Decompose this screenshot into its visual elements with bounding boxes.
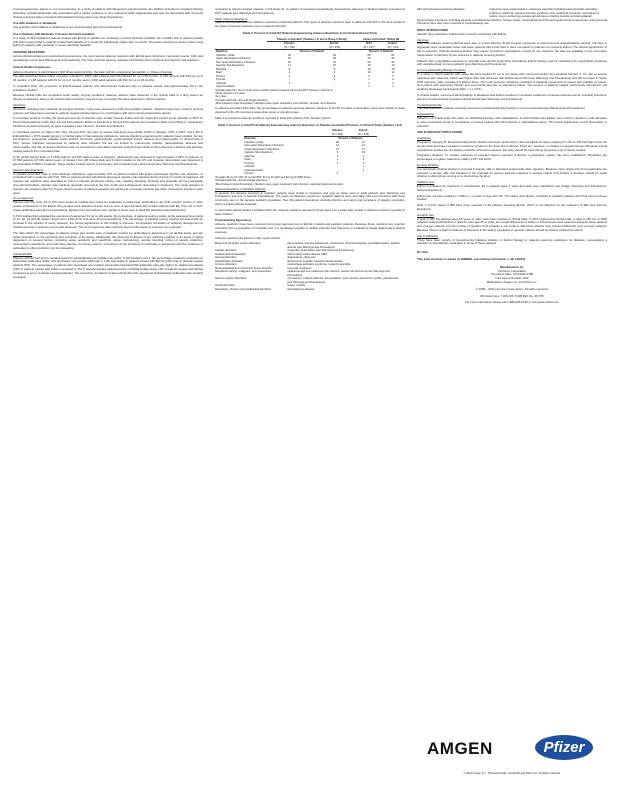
- table-2-cell: 70: [367, 57, 371, 61]
- paragraph-immunogenicity-3: The data reflect the percentage of patients whose test results were considered positive for antibodies to etanercept in an ELISA assay, and are highly dependent on the sensitivity and specificity of the assay. Additionally, the observed incidence of any antibody positivity in an assay is highly dependent on several factors, including assay sensitivity and specificity, assay methodology, sample handling, timing of sample collection, concomitant medications, and underlying disease. For these reasons, comparison of the incidence of antibodies to etanercept with the incidence of antibodies to other products may be misleading.: [13, 230, 203, 251]
- paragraph-pediatric-1: In general, the adverse reactions in pediatric patients were similar in frequency and type as those seen in adult patients [see Warnings and Precautions and Use in Specific Populations]. The types of infections reported in pediatric patients were generally mild and consistent with those commonly seen in the general pediatric population. Two JIA patients developed varicella infection and signs and symptoms of aseptic meningitis, which resolved without sequelae.: [215, 190, 405, 207]
- table-2-cell: 2: [392, 78, 394, 82]
- subheading-sulfasalazine: Sulfasalazine: [417, 112, 435, 117]
- footnote: ᶜAny dose.: [215, 95, 228, 99]
- body-system: General disorders:: [215, 256, 238, 260]
- body-system: Respiratory, thoracic and mediastinal disorders:: [215, 287, 272, 291]
- table-2-row-label: Upper Respiratory Infectionsᵉ: [216, 57, 252, 61]
- footnote: ᶜMost frequent Upper Respiratory Infections were upper respiratory tract infection, nasopharyngitis and sinusitis.: [215, 182, 344, 186]
- table-3-cell: 27: [362, 140, 365, 144]
- table-2-row-label: Injection Site Reactions: [216, 64, 245, 68]
- subheading-pregnancy: Pregnancy: [417, 136, 431, 141]
- heading-specific-populations: USE IN SPECIFIC POPULATIONS: [417, 130, 463, 135]
- paragraph-anakinra: Use of Enbrel with anakinra or abatacept is not recommended [see Drug Interactions].: [13, 25, 123, 30]
- body-system-reactions: congestive heart failure [see Warnings and Precautions]: [287, 249, 354, 253]
- paragraph-clinical-1: The data described below reflect exposure to Enbrel in 2219 adult patients with RA followed for up to 80 months, in 182 patients with PsA for up to 24 months, in 138 patients with AS for up to 6 months, and in 1204 adult patients with PsO for up to 18 months.: [13, 74, 203, 82]
- table-2-cell: 65: [391, 57, 395, 61]
- table-3-cell: 15: [362, 151, 365, 155]
- footnote: ªIncludes 25 mg SC QW, 25 mg SC BIW, 50 mg SC QW, and 50 mg SC BIW doses.: [215, 175, 312, 179]
- subheading-immune-modulating: Immune-Modulating Biologic Products: [417, 68, 466, 73]
- table-2-cell: 15: [287, 60, 291, 64]
- body-system: Hepatobiliary disorders:: [215, 259, 244, 263]
- heading-anakinra: Use with Anakinra or Abatacept: [13, 21, 57, 26]
- table-2-cell: -: [334, 85, 335, 89]
- paragraph-infections-4: In 66 global clinical trials of 17,505 patients (21,015 patient-years of therapy), tuberculosis was observed in approximately 0.02% of patients. In 17,696 patients (27,169 patient-years of therapy) from 38 clinical trials and 4 cohort studies in the US and Canada, tuberculosis was observed in approximately 0.006% of patients. These studies include reports of pulmonary and extrapulmonary tuberculosis [see Warnings and Precautions].: [13, 154, 203, 167]
- paragraph-postmarketing-2: Adverse reactions are listed by body system below:: [215, 235, 281, 240]
- table-3-row-label: Upper Respiratory Infectionsᶜ: [244, 147, 280, 151]
- table-2-cell: 2: [288, 71, 291, 75]
- table-2-pct-label: Percent of Patients: [368, 50, 394, 54]
- column-1: [13, 8, 203, 281]
- table-2-row-label: Urticaria: [216, 81, 227, 85]
- body-system-reactions: autoimmune hepatitis, elevated transaminases: [287, 259, 343, 263]
- table-2-row-label: Infectionᵈ (total): [216, 53, 235, 57]
- brief-summary: This brief summary is based on ENBREL prescribing information v. 48: 12/2011: [417, 256, 526, 261]
- table-2-cell: 30: [287, 57, 291, 61]
- table-2-col-header: Enbrelᶜ: [329, 42, 340, 46]
- paragraph-pediatric-2: In open-label clinical studies of children with JIA, adverse reactions reported in those ages 2 to 4 years were similar to adverse reactions reported in older children.: [215, 207, 405, 216]
- body-system: Musculoskeletal and connective tissue disorders:: [215, 266, 274, 270]
- table-3-cell: 12: [362, 144, 365, 148]
- paragraph-infections-3: In controlled portions of trials in RA, PsA, AS and PsO, the rates of serious infections were similar (0.8% in placebo, 3.5% in MTX, and 1.4% in Enbrel/Enbrel + MTX-treated groups). In clinical trials in rheumatologic indications, serious infections experienced by patients have included, but are not limited to, pneumonia, cellulitis, septic arthritis, bronchitis, gastroenteritis, pyelonephritis, sepsis, abscess and osteomyelitis. In clinical trials in PsO, serious infections experienced by patients have included, but are not limited to, pneumonia, cellulitis, gastroenteritis, abscess and osteomyelitis. The rate of serious infections was not increased in open-label extension trials and was similar to that observed in Enbrel- and placebo-treated patients from controlled trials.: [13, 129, 203, 153]
- table-2-cell: 4: [368, 81, 370, 85]
- table-2-cell: 1: [392, 85, 394, 89]
- body-system-reactions: melanoma and non-melanoma skin cancers, merkel cell carcinoma [see Warnings and Precautions]: [287, 270, 390, 277]
- subheading-clinical: Adverse Reactions in Adult Patients With Rheumatoid Arthritis, Psoriatic Arthritis, Ankylosing Spondylitis, or Plaque Psoriasis: [13, 70, 173, 75]
- paragraph-immune-1: In a study in which patients with active RA were treated for up to 24 weeks with concurrent Enbrel and anakinra therapy, a 7% rate of serious infections was observed, which was higher than that observed with Enbrel alone (0%) [see Warnings and Precautions] and did not result in higher ACR response rates compared to Enbrel alone. The most common infections consisted of bacterial pneumonia (4 cases) and cellulitis (4 cases). One patient with pulmonary fibrosis and pneumonia died due to respiratory failure. Two percent of patients treated concurrently with Enbrel and anakinra developed neutropenia (ANC < 1 x 10⁹/L).: [417, 72, 607, 92]
- heading-adverse-reactions: ADVERSE REACTIONS: [13, 50, 45, 55]
- column-2: [215, 8, 405, 291]
- paragraph-opportunistic: Opportunistic infections, including atypical mycobacterial infection, herpes zoster, aspergillosis and Pneumocystis jiroveci pneumonia, and protozoal infections have also been reported in postmarketing use.: [417, 17, 607, 26]
- table-2-cell: 59: [367, 60, 371, 64]
- table-2-cell: -: [288, 78, 290, 82]
- body-system: Immune disorders:: [215, 263, 238, 267]
- body-system: Nervous system disorders:: [215, 277, 247, 281]
- table-2-col-n: (N = 217): [363, 45, 375, 49]
- table-2-cell: 38: [332, 57, 336, 61]
- manufacturer-address: Thousand Oaks, CA 91320-1789: [490, 272, 534, 277]
- paragraph-pregnancy-1: Pregnancy Category B. Developmental toxicity studies have been performed in rats and rabbits at doses ranging from 60- to 100-fold higher than the human dose and have revealed no evidence of harm to the fetus due to Enbrel. There are, however, no studies in pregnant women. Because animal reproduction studies are not always predictive of human response, this drug should be used during pregnancy only if clearly needed.: [417, 140, 607, 152]
- table-2-cell: 50: [332, 53, 336, 57]
- column-3: [417, 8, 607, 305]
- paragraph-vaccines-2: Patients with a significant exposure to varicella virus should temporarily discontinue Enbrel therapy and be considered for prophylactic treatment with varicella zoster immune globulin [see Warnings and Precautions].: [417, 58, 607, 67]
- subheading-other-adverse: Other Adverse Reactions: [215, 16, 248, 21]
- table-2-cell: 37: [332, 64, 336, 68]
- copyright-1: © 1998 – 2011 Immunex Corporation. All rights reserved.: [475, 286, 549, 291]
- paragraph-table-3-intro: Table 3 summarizes adverse reactions reported in adult PsO patients from Studies I and II.: [215, 115, 331, 120]
- table-3-col-header: Enbrelª: [358, 129, 369, 133]
- paragraph-pregnancy-2: Pregnancy Registry: To monitor outcomes of pregnant women exposed to Enbrel, a pregnancy registry has been established. Physicians are encouraged to register patients by calling 1-877-311-8972.: [417, 153, 607, 162]
- table-2-col-header: Enbrelᶜ: [388, 42, 398, 46]
- table-3-cell: 1: [362, 168, 365, 172]
- table-3-cell: 14: [336, 144, 340, 148]
- table-3-row-label: Urticaria: [244, 165, 255, 169]
- table-3-cell: 1: [362, 161, 365, 165]
- table-2-col-header: Placebo: [284, 42, 295, 46]
- paragraph-clinical-3: Because clinical trials are conducted under widely varying conditions, adverse reaction rates observed in the clinical trials of a drug cannot be directly compared to rates in the clinical trials of another drug and may not predict the rates observed in clinical practice.: [13, 93, 203, 102]
- table-2-row-label: Pyrexia: [216, 78, 225, 82]
- table-2-row-label: Rash: [216, 71, 223, 75]
- paragraph-cyclophosphamide: The use of Enbrel in patients receiving concurrent cyclophosphamide therapy is not recommended [see Warnings and Precautions].: [417, 106, 586, 111]
- table-3-row-label: Diarrhea: [244, 154, 255, 158]
- postmarketing-row: [417, 8, 607, 19]
- table-3-row-label: Hypersensitivity: [244, 168, 264, 172]
- postmarketing-row: [215, 288, 405, 292]
- table-2-cell: 86: [367, 53, 371, 57]
- pfizer-logo: Pfizer: [535, 735, 593, 760]
- table-3-title: Table 4. Percent of Adult PsO Patients Experiencing Adverse Reactions in Placebo-Controlled Portions of Clinical Trials (Studies I & II): [217, 122, 403, 127]
- table-2-body: [215, 54, 405, 89]
- table-3-cell: 17: [362, 147, 365, 151]
- postmarketing-table-cont: [417, 8, 607, 19]
- subheading-geriatric: Geriatric Use: [417, 212, 434, 217]
- body-system-reactions: macrophage activation syndrome, systemic vasculitis: [287, 263, 351, 267]
- table-2-col-n: (N = 415): [387, 45, 399, 49]
- table-2-cell: 13: [391, 71, 395, 75]
- postmarketing-row: [215, 277, 405, 284]
- body-system-reactions: interstitial lung disease: [287, 287, 315, 291]
- footnote: ᵇStudy duration of 2 years.: [215, 92, 246, 96]
- table-3-cell: 3: [362, 154, 365, 158]
- table-3-reaction-label: Reaction: [244, 137, 256, 141]
- table-2-cell: 39: [287, 53, 291, 57]
- table-3-cell: -: [337, 168, 338, 172]
- table-2-cell: 2: [392, 81, 394, 85]
- paragraph-postmarketing-1: Adverse reactions have been reported during post approval use of Enbrel in adults and pediatric patients. Because these reactions are reported voluntarily from a population of uncertain size, it is not always possible to reliably estimate their frequency or establish a causal relationship to Enbrel exposure.: [215, 222, 405, 234]
- table-2-row-label: Diarrhea: [216, 67, 227, 71]
- paragraph-geriatric: A total of 480 RA patients ages 65 years or older have been studied in clinical trials. In PsO randomized clinical trials, a total of 138 out of 1965 subjects treated with Enbrel or placebo were age 65 or older. No overall differences in safety or effectiveness were observed between these patients and younger patients, but the number of geriatric PsO subjects is too small to determine whether they respond differently from younger subjects. Because there is a higher incidence of infections in the elderly population in general, caution should be used in treating the elderly.: [417, 216, 607, 232]
- paragraph-vaccines-1: Most PsA patients receiving Enbrel were able to mount effective B-cell immune responses to pneumococcal polysaccharide vaccine, but titers in aggregate were moderately lower and fewer patients had 2-fold rises in titers compared to patients not receiving Enbrel. The clinical significance of this is unknown. Patients receiving Enbrel may receive concurrent vaccinations, except for live vaccines. No data are available on the secondary transmission of infection by live vaccines in patients receiving Enbrel.: [417, 41, 607, 57]
- logo-area: [417, 735, 607, 763]
- body-system: Ocular disorders:: [215, 284, 236, 288]
- table-3-cell: 1: [362, 158, 365, 162]
- table-2-footnotes: [215, 89, 405, 105]
- table-3-footnotes: [215, 176, 405, 186]
- license-number: US License Number 1132: [495, 276, 529, 281]
- table-3-cell: 2: [336, 161, 339, 165]
- paragraph-infections-1: Infections, including viral, bacterial, and fungal infections, have been observed in adult and pediatric patients. Infections have been noted in all body systems and have been reported in patients receiving Enbrel alone or in combination with other immunosuppressive agents.: [13, 106, 203, 115]
- table-2-col-n: (N = 152): [283, 45, 296, 49]
- heading-clinical-studies: Clinical Studies Experience: [13, 64, 51, 69]
- table-2-title: Table 2. Percent of Adult RA Patients Experiencing Adverse Reactions in Controlled Clinical Trials: [242, 30, 378, 35]
- table-2-cell: 3: [333, 71, 336, 75]
- table-2-cell: 81: [391, 53, 395, 57]
- table-2-cell: 9: [288, 67, 291, 71]
- marketed-by: Marketed by Amgen Inc. and Pfizer Inc.: [486, 279, 538, 284]
- table-2-cell: 5: [392, 74, 394, 78]
- manufactured-by-label: Manufactured by:: [499, 264, 525, 269]
- footnote: ᵇIncludes bacterial, viral and fungal infections.: [215, 179, 268, 183]
- table-3-cell: 17: [336, 147, 340, 151]
- table-3-row-label: Infectionᵇ (total): [244, 140, 264, 144]
- subheading-pediatric: Adverse Reactions in Pediatric Patients: [215, 186, 266, 191]
- paragraph-immune-2: In clinical studies, concurrent administration of abatacept and Enbrel resulted in increased incidences of serious adverse events, including infections, and did not demonstrate increased clinical benefit [see Warnings and Precautions].: [417, 93, 607, 101]
- table-2-cell: 16: [391, 67, 395, 71]
- paragraph-autoantibodies: Patients with RA had serum samples tested for autoantibodies at multiple time points. In RA Studies I and II, the percentage of patients evaluated for antinuclear antibodies (ANA) who developed new positive ANA (titer ≥ 1:40) was higher in patients treated with Enbrel (11%) than in placebo-treated patients (5%). The percentage of patients who developed new positive anti-double-stranded DNA antibodies was also higher by radioimmunoassay (15% of patients treated with Enbrel compared to 4% of placebo-treated patients) and by Crithidia luciliae assay (3% of patients treated with Enbrel compared to none of placebo-treated patients). The proportion of patients treated with Enbrel who developed anticardiolipin antibodies was similarly increased: [13, 255, 203, 279]
- table-2-group-1: Placebo Controlledª (Studies I, II, and a Phase 2 Study): [267, 38, 357, 42]
- table-3-col-n: (N = 359): [331, 132, 344, 136]
- body-system-reactions: cutaneous lupus erythematosus, cutaneous vasculitis (including leukocytoclastic vasculitis), erythema multiforme, Stevens-Johnson syndrome, toxic epidermal necrolysis, subcutaneous nodule, new or worsening psoriasis (all sub-types including pustular and palmoplantar): [489, 8, 599, 18]
- copyright-2: © 2011 Amgen Inc., Thousand Oaks, CA 91320 and Pfizer Inc. All rights reserved.: [463, 772, 561, 775]
- footnote: ªIncludes data from the 6-month study in which patients received concurrent MTX therapy in both arms.: [215, 88, 334, 92]
- paragraph-diabetics: There have been reports of hypoglycemia following initiation of Enbrel therapy in patients receiving medication for diabetes, necessitating a reduction in anti-diabetic medication in some of these patients.: [417, 237, 607, 246]
- table-2-cell: 3: [333, 78, 336, 82]
- footnote: ᵈIncludes bacterial, viral, and fungal infections.: [215, 98, 269, 102]
- subheading-infections: Infections: [13, 102, 26, 107]
- table-3-row-label: Pyrexia: [244, 172, 254, 176]
- subheading-cyclophosphamide: Cyclophosphamide: [417, 102, 442, 107]
- table-3-cell: 6: [336, 151, 339, 155]
- body-system-reactions: convulsions, multiple sclerosis, demyelination, optic neuritis, transverse myelitis, paresthesias [see Warnings and Precautions]: [287, 277, 399, 284]
- paragraph-infections-2: In controlled portions of trials, the types and severity of infection were similar between Enbrel and the respective control group (placebo or MTX for RA and PsA patients) in RA, PsA, AS and PsO patients. Rates of infections in RA and PsO patients are provided in Table 3 and Table 4, respectively. Infections consisted primarily of upper respiratory tract infection, sinusitis and influenza.: [13, 116, 203, 128]
- table-3-body: [244, 141, 377, 176]
- table-2-row-label: Pruritus: [216, 74, 226, 78]
- manufacturer-name: Immunex Corporation: [498, 268, 526, 273]
- table-3-row-label: Pruritus: [244, 161, 254, 165]
- table-2-cell: 43: [391, 64, 395, 68]
- table-2-cell: 16: [367, 67, 371, 71]
- table-2-col-header: MTX: [366, 42, 372, 46]
- table-2-cell: 4: [368, 78, 370, 82]
- table-3-cell: 1: [336, 172, 339, 176]
- paragraph-pediatric-use-2: Enbrel has not been studied in children < 2 years of age with JIA. The safety and efficacy of Enbrel in pediatric patients with PsO have not been studied.: [417, 193, 607, 202]
- subheading-diabetics: Use in Diabetics: [417, 233, 438, 238]
- table-2-cell: 18: [367, 64, 371, 68]
- body-system-reactions: lupus-like syndrome: [287, 266, 312, 270]
- paragraph-other-adverse: Table 3 summarizes adverse reactions reported in adult RA patients. The types of adverse reactions seen in patients with PsA or AS were similar to the types of adverse reactions seen in patients with RA.: [215, 20, 405, 29]
- table-2-col-n: (N = 349): [328, 45, 341, 49]
- table-2-cell: 54: [391, 60, 395, 64]
- patent-numbers: US Patent Nos. 7,915,225; 5,605,690; Re. 36,755.: [479, 293, 545, 298]
- subheading-vaccines: Vaccines: [417, 37, 429, 42]
- paragraph-hepatitis: In a study of 48 hospitalized patients treated with Enbrel or placebo for moderate to severe alcoholic hepatitis, the mortality rate in patients treated with Enbrel was similar to patients treated with placebo at 1 month but significantly higher after 6 months. Physicians should use caution when using Enbrel in patients with moderate to severe alcoholic hepatitis.: [13, 35, 203, 48]
- table-3-cell: -: [363, 172, 364, 176]
- table-2-row-label: Hypersensitivity: [216, 85, 235, 89]
- paragraph-clinical-2: In controlled trials, the proportion of Enbrel-treated patients who discontinued treatment due to adverse events was approximately 4% in the indications studied.: [13, 83, 203, 92]
- heading-hepatitis: Use in Patients with Moderate to Severe Alcoholic Hepatitis: [13, 31, 95, 36]
- postmarketing-table: [215, 242, 405, 291]
- paragraph-immunogenicity-1: Patients with RA, PsA, AS or PsO were tested at multiple time points for antibodies to etanercept. Antibodies to the TNF receptor portion or other protein components of the Enbrel drug product were detected at least once in sera of approximately 6% of adult patients with RA, PsA, AS or PsO. These antibodies were all non-neutralizing. Results from JIA patients were similar to those seen in adult RA patients treated with Enbrel.: [13, 200, 203, 212]
- table-2-cell: 21: [332, 60, 336, 64]
- table-3-col-n: (N = 876): [357, 132, 370, 136]
- table-3-pct-label: Percent of Patients: [338, 137, 363, 141]
- paragraph-autoantibody-cont: compared to placebo-treated patients. In RA Study III, no pattern of increased autoantibody development was seen in Enbrel patients compared to MTX patients [see Warnings and Precautions].: [215, 7, 405, 15]
- body-system-reactions: pancytopenia, anemia, leukopenia, neutropenia, thrombocytopenia, lymphadenopathy, aplastic anemia [see Warnings and Precautions]: [287, 242, 400, 249]
- table-3-col-header: Placebo: [332, 129, 343, 133]
- paragraph-pso: In placebo-controlled PsO trials, the percentages of patients reporting adverse reactions in the 50 mg twice a week dose group were similar to those observed in the 25 mg twice a week dose group or placebo group.: [215, 106, 405, 115]
- body-system-reactions: uveitis, scleritis: [287, 284, 306, 288]
- body-system: Neoplasms benign, malignant, and unspecified:: [215, 270, 272, 274]
- table-2-cell: -: [288, 85, 290, 89]
- amgen-logo: AMGEN: [427, 739, 493, 758]
- subheading-immunogenicity: Immunogenicity: [13, 196, 34, 201]
- rx-only: Rx Only.: [417, 250, 429, 255]
- table-3-cell: 1: [336, 158, 339, 162]
- paragraph-pediatric-use-1: Enbrel is indicated for treatment of polyarticular JIA in patients ages 2 years and older [see Indications and Usage, Warnings and Precautions, Adverse Reactions].: [417, 183, 607, 192]
- table-3-row-label: Rash: [244, 158, 251, 162]
- body-system-reactions: angioedema, chest pain: [287, 256, 316, 260]
- table-2: [215, 38, 405, 89]
- table-2-cell: 2: [333, 74, 336, 78]
- subheading-autoantibodies: Autoantibodies: [13, 251, 33, 256]
- table-2-cell: 8: [333, 67, 336, 71]
- heading-drug-interactions: DRUG INTERACTIONS: [417, 28, 448, 33]
- table-2-cell: 11: [288, 64, 291, 68]
- body-system: Gastrointestinal disorders:: [215, 252, 247, 256]
- table-2-cell: -: [334, 81, 335, 85]
- paragraph-injection-site: In placebo-controlled trials in rheumatologic indications, approximately 37% of patients treated with Enbrel developed injection site reactions. In controlled trials in patients with PsO, 15% of patients treated with Enbrel developed injection site reactions during the first 3 months of treatment. All injection site reactions were described as mild to moderate (erythema, itching, pain, swelling, bleeding, bruising) and generally did not necessitate drug discontinuation. Injection site reactions generally occurred in the first month and subsequently decreased in frequency. The mean duration of injection site reactions was 3 to 5 days. Seven percent of patients experienced redness at a previous injection site when subsequent injections were given.: [13, 171, 203, 195]
- paragraph-intro: immunosuppressive agents is not recommended. In a study of patients with Wegener's granulomatosis, the addition of Enbrel to standard therapy (including cyclophosphamide) was associated with a higher incidence of non-cutaneous solid malignancies and was not associated with improved clinical outcomes when compared with standard therapy alone [see Drug Interactions].: [13, 7, 203, 19]
- paragraph-sulfasalazine: Patients in a clinical study who were on established therapy with sulfasalazine, to which Enbrel was added, were noted to develop a mild decrease in mean neutrophil counts in comparison to groups treated with either Enbrel or sulfasalazine alone. The clinical significance of this observation is unknown.: [417, 116, 607, 128]
- table-2-group-2: Active Controlledᵇ (Study III): [357, 38, 405, 42]
- table-2-cell: 1: [288, 81, 291, 85]
- body-system: Cardiac disorders:: [215, 249, 237, 253]
- subheading-pediatric-use: Pediatric Use: [417, 180, 435, 185]
- paragraph-drug: Specific drug interaction studies have not been conducted with Enbrel.: [417, 31, 507, 36]
- table-2-reaction-label: Reaction: [216, 50, 228, 54]
- paragraph-pediatric-use-3: Rare (< 0.1%) cases of IBD have been reported in JIA patients receiving Enbrel, which is not effective for the treatment of IBD [see Adverse Reactions].: [417, 203, 607, 211]
- table-2-cell: 1: [368, 85, 370, 89]
- table-3-cell: 1: [362, 165, 365, 169]
- subheading-injection-site: Injection Site Reactions: [13, 167, 44, 172]
- paragraph-immunogenicity-2: In PsO studies that evaluated the exposure of etanercept for up to 120 weeks, the percentage of patients testing positive at the assessed time points of 24, 48, 72 and 96 weeks ranged from 3.6%–8.7% and were all non-neutralizing. The percentage of patients testing positive increased with an increase in the duration of study; however, the clinical significance of this finding is unknown. No apparent correlation of antibody development to clinical response or adverse events was observed. The immunogenicity data of Enbrel beyond 120 weeks of exposure are unknown.: [13, 213, 203, 230]
- subheading-nursing: Nursing Mothers: [417, 163, 439, 167]
- table-2-row-label: Non-upper Respiratory Infections: [216, 60, 256, 64]
- table-2-pct-label: Percent of Patients: [299, 50, 325, 54]
- table-3-cell: -: [337, 165, 338, 169]
- table-2-cell: 5: [368, 74, 370, 78]
- paragraph-adverse: Across clinical studies and postmarketing experience, the most serious adverse reactions with Enbrel were infections, neurologic events, CHF, and hematologic events [see Warnings and Precautions]. The most common adverse reactions with Enbrel were infections and injection site reactions.: [13, 53, 203, 62]
- more-info: For more information please call 1-888-436-2735 or visit www.enbrel.com: [465, 300, 559, 305]
- heading-postmarketing: Postmarketing Experience: [215, 218, 252, 223]
- table-3-row-label: Injection Site Reactions: [244, 151, 273, 155]
- paragraph-nursing: It is not known whether Enbrel is excreted in human milk or absorbed systemically after ingestion. Because many drugs and immunoglobulins are excreted in human milk, and because of the potential for serious adverse reactions in nursing infants from Enbrel, a decision should be made whether to discontinue nursing or to discontinue the drug.: [417, 166, 607, 179]
- table-2-cell: 19: [367, 71, 371, 75]
- table-3: [244, 129, 377, 176]
- table-2-cell: 1: [288, 74, 291, 78]
- table-3-cell: 2: [336, 154, 339, 158]
- body-system: Skin and subcutaneous tissue disorders:: [417, 8, 466, 11]
- table-3-cell: 28: [336, 140, 340, 144]
- footnote: ᵉMost frequent Upper Respiratory Infections were upper respiratory tract infection, sinusitis, and influenza.: [215, 101, 337, 105]
- body-system-reactions: inflammatory bowel disease (IBD): [287, 252, 328, 256]
- body-system: Blood and lymphatic system disorders:: [215, 242, 262, 246]
- table-3-row-label: Non-upper Respiratory Infections: [244, 144, 284, 148]
